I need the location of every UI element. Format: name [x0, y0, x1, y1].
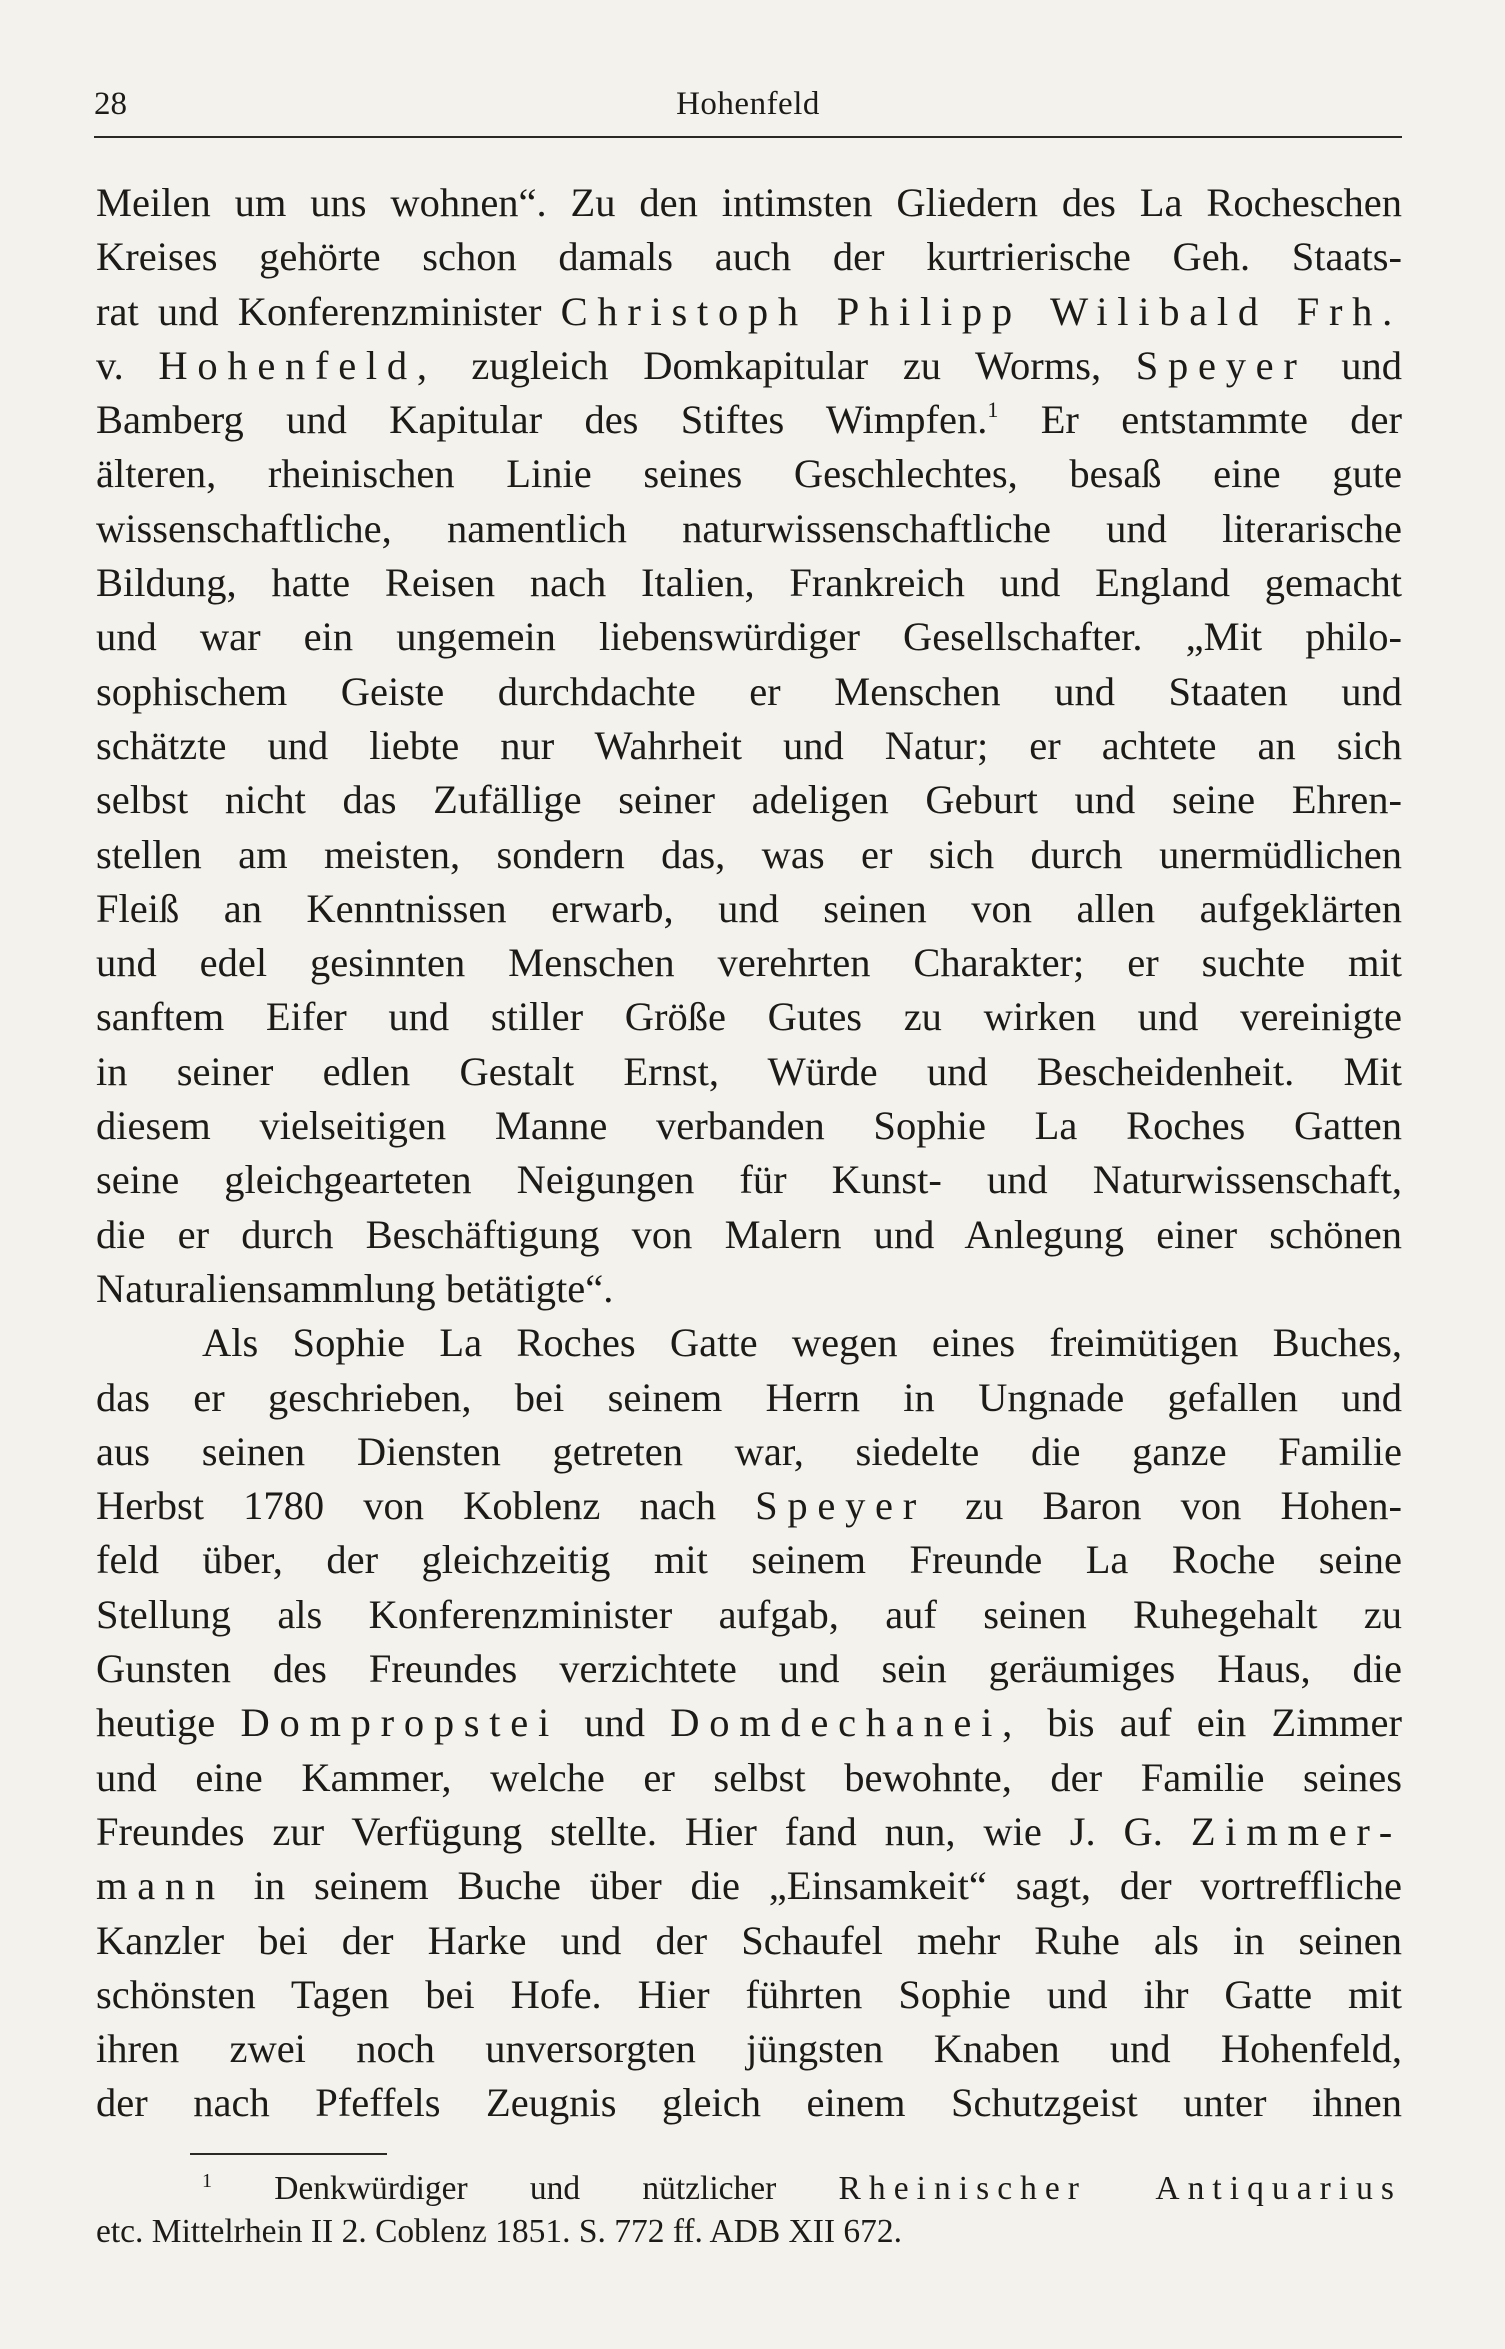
text-line: diesem vielseitigen Manne verbanden Sophie La Roches Gatten: [96, 1103, 1402, 1149]
spaced-name: Hohenfeld,: [158, 342, 437, 388]
text-line: Meilen um uns wohnen“. Zu den intimsten Gliedern des La Rocheschen: [96, 180, 1402, 225]
text-line: Gunsten des Freundes verzichtete und sein geräumiges Haus, die: [96, 1646, 1402, 1692]
text-line: ihren zwei noch unversorgten jüngsten Knaben und Hohenfeld,: [96, 2026, 1402, 2072]
text-line: stellen am meisten, sondern das, was er sich durch unermüdlichen: [96, 831, 1402, 877]
text-line: rat und Konferenzminister Christoph Philipp Wilibald Frh.: [96, 288, 1402, 334]
text-line: Herbst 1780 von Koblenz nach Speyer zu Baron von Hohen-: [96, 1483, 1402, 1529]
footnote-line: etc. Mittelrhein II 2. Coblenz 1851. S. 772 ff. ADB XII 672.: [96, 2213, 903, 2250]
text-line: seine gleichgearteten Neigungen für Kunst- und Naturwissenschaft,: [96, 1157, 1402, 1203]
footnote-mark: 1: [202, 2170, 212, 2192]
spaced-name: mann: [96, 1863, 225, 1909]
spaced-name: Speyer: [755, 1483, 926, 1529]
footnote-line: $^1$ Denkwürdiger und nützlicher Rheinischer Antiquarius: [202, 2170, 1403, 2207]
text-line: und edel gesinnten Menschen verehrten Charakter; er suchte mit: [96, 940, 1402, 986]
text-line: Kreises gehörte schon damals auch der kurtrierische Geh. Staats-: [96, 234, 1402, 280]
text-line: feld über, der gleichzeitig mit seinem Freunde La Roche seine: [96, 1537, 1402, 1583]
page-header: [94, 80, 1402, 138]
text-line: selbst nicht das Zufällige seiner adeligen Geburt und seine Ehren-: [96, 777, 1402, 823]
text-line: Bildung, hatte Reisen nach Italien, Frankreich und England gemacht: [96, 560, 1402, 606]
footnote: [96, 2167, 1402, 2253]
footnote-reference: 1: [987, 397, 999, 423]
text-line: Bamberg und Kapitular des Stiftes Wimpfen.$^1$ Er entstammte der: [96, 397, 1403, 443]
text-line: wissenschaftliche, namentlich naturwissenschaftliche und literarische: [96, 505, 1402, 551]
text-line: und eine Kammer, welche er selbst bewohnte, der Familie seines: [96, 1754, 1402, 1800]
text-line: das er geschrieben, bei seinem Herrn in Ungnade gefallen und: [96, 1374, 1402, 1420]
spaced-name: Domdechanei,: [670, 1700, 1022, 1746]
text-line: Als Sophie La Roches Gatte wegen eines freimütigen Buches,: [202, 1320, 1402, 1366]
text-line: mann in seinem Buche über die „Einsamkeit“ sagt, der vortreffliche: [96, 1863, 1403, 1909]
text-line: Naturaliensammlung betätigte“.: [96, 1265, 614, 1311]
spaced-name: Zimmer-: [1190, 1808, 1403, 1854]
text-line: schätzte und liebte nur Wahrheit und Natur; er achtete an sich: [96, 722, 1402, 768]
footnote-divider: [190, 2153, 387, 2155]
text-line: sanftem Eifer und stiller Größe Gutes zu wirken und vereinigte: [96, 994, 1402, 1040]
text-line: in seiner edlen Gestalt Ernst, Würde und Bescheidenheit. Mit: [96, 1048, 1402, 1094]
text-line: Freundes zur Verfügung stellte. Hier fand nun, wie J. G. Zimmer-: [96, 1808, 1403, 1854]
page-number: 28: [94, 86, 127, 122]
spaced-name: Christoph Philipp Wilibald Frh.: [560, 288, 1402, 334]
spaced-name: Speyer: [1135, 342, 1307, 388]
text-line: sophischem Geiste durchdachte er Menschen und Staaten und: [96, 668, 1402, 714]
spaced-title: Rheinischer Antiquarius: [838, 2170, 1403, 2207]
text-line: schönsten Tagen bei Hofe. Hier führten Sophie und ihr Gatte mit: [96, 1971, 1402, 2017]
text-line: älteren, rheinischen Linie seines Geschlechtes, besaß eine gute: [96, 451, 1402, 497]
spaced-name: Dompropstei: [240, 1700, 559, 1746]
text-line: die er durch Beschäftigung von Malern und Anlegung einer schönen: [96, 1211, 1402, 1257]
text-line: v. Hohenfeld, zugleich Domkapitular zu Worms, Speyer und: [96, 342, 1402, 388]
text-line: heutige Dompropstei und Domdechanei, bis auf ein Zimmer: [96, 1700, 1403, 1746]
text-line: und war ein ungemein liebenswürdiger Gesellschafter. „Mit philo-: [96, 614, 1402, 660]
text-line: aus seinen Diensten getreten war, siedelte die ganze Familie: [96, 1428, 1402, 1474]
text-line: Fleiß an Kenntnissen erwarb, und seinen von allen aufgeklärten: [96, 885, 1402, 931]
text-line: Stellung als Konferenzminister aufgab, auf seinen Ruhegehalt zu: [96, 1591, 1402, 1637]
text-line: Kanzler bei der Harke und der Schaufel mehr Ruhe als in seinen: [96, 1917, 1402, 1963]
body-text: [96, 176, 1402, 2131]
running-title: Hohenfeld: [676, 86, 820, 122]
text-line: der nach Pfeffels Zeugnis gleich einem Schutzgeist unter ihnen: [96, 2080, 1402, 2126]
